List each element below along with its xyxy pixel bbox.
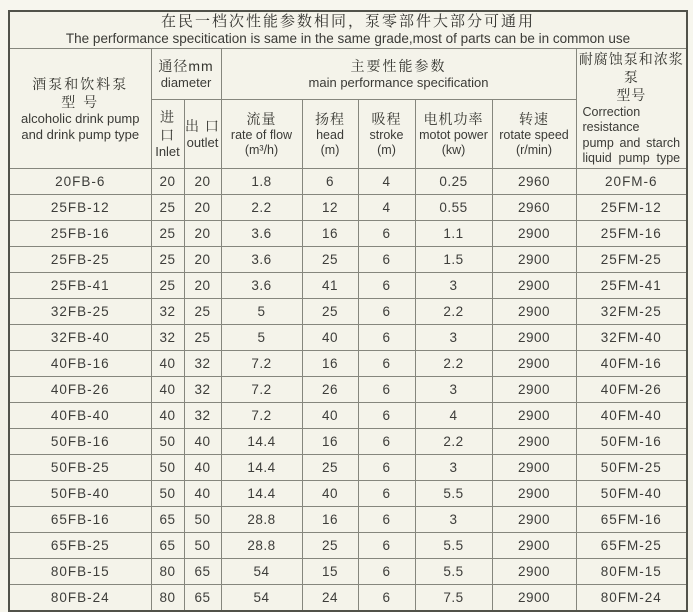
cell-inlet: 25: [151, 195, 184, 221]
cell-speed: 2900: [492, 377, 576, 403]
cell-head: 25: [302, 455, 358, 481]
cell-head: 16: [302, 429, 358, 455]
cell-stroke: 6: [358, 533, 415, 559]
cell-stroke: 6: [358, 559, 415, 585]
header-stroke-unit: (m): [377, 143, 396, 158]
header-resistance-type-en-line3: liquid pump type: [582, 151, 681, 166]
header-outlet: [184, 99, 221, 168]
cell-power: 5.5: [415, 481, 492, 507]
cell-model: 25FB-41: [9, 273, 151, 299]
cell-fm-model: 50FM-40: [576, 481, 687, 507]
cell-head: 26: [302, 377, 358, 403]
cell-speed: 2960: [492, 169, 576, 195]
cell-flow: 7.2: [221, 377, 302, 403]
cell-inlet: 25: [151, 221, 184, 247]
cell-fm-model: 20FM-6: [576, 169, 687, 195]
table-row: [9, 507, 687, 533]
cell-speed: 2960: [492, 195, 576, 221]
cell-stroke: 4: [358, 195, 415, 221]
cell-inlet: 40: [151, 377, 184, 403]
cell-model: 80FB-15: [9, 559, 151, 585]
cell-outlet: 20: [184, 169, 221, 195]
header-speed-zh: 转速: [519, 111, 549, 128]
cell-power: 0.25: [415, 169, 492, 195]
cell-flow: 54: [221, 585, 302, 612]
cell-stroke: 6: [358, 455, 415, 481]
cell-inlet: 32: [151, 299, 184, 325]
table-row: [9, 325, 687, 351]
header-power-unit: (kw): [441, 143, 466, 158]
table-row: [9, 377, 687, 403]
cell-fm-model: 50FM-16: [576, 429, 687, 455]
cell-stroke: 6: [358, 273, 415, 299]
cell-power: 5.5: [415, 559, 492, 585]
cell-flow: 14.4: [221, 481, 302, 507]
cell-stroke: 6: [358, 403, 415, 429]
cell-inlet: 20: [151, 169, 184, 195]
header-pump-type: [9, 49, 151, 169]
cell-flow: 5: [221, 299, 302, 325]
header-diameter-en: diameter: [160, 75, 212, 91]
header-pump-type-en2: and drink pump type: [21, 126, 140, 142]
cell-inlet: 32: [151, 325, 184, 351]
header-head-zh: 扬程: [315, 111, 345, 128]
cell-flow: 3.6: [221, 273, 302, 299]
cell-model: 50FB-16: [9, 429, 151, 455]
cell-head: 41: [302, 273, 358, 299]
header-stroke: [358, 99, 415, 168]
header-resistance-type: [576, 49, 687, 169]
cell-inlet: 50: [151, 455, 184, 481]
header-speed: [492, 99, 576, 168]
header-main-spec-en: main performance specification: [308, 75, 489, 91]
table-row: [9, 403, 687, 429]
cell-model: 40FB-40: [9, 403, 151, 429]
header-head: [302, 99, 358, 168]
table-title-zh: 在民一档次性能参数相同，泵零部件大部分可通用: [161, 12, 536, 30]
header-inlet-en: Inlet: [155, 144, 180, 160]
cell-model: 50FB-40: [9, 481, 151, 507]
header-head-unit: (m): [320, 143, 340, 158]
header-inlet: [151, 99, 184, 168]
cell-flow: 2.2: [221, 195, 302, 221]
cell-stroke: 6: [358, 481, 415, 507]
cell-outlet: 25: [184, 325, 221, 351]
header-power: [415, 99, 492, 168]
header-outlet-en: outlet: [186, 135, 219, 151]
cell-speed: 2900: [492, 325, 576, 351]
cell-fm-model: 50FM-25: [576, 455, 687, 481]
table-title-en: The performance specitication is same in the same grade,most of parts can be in common use: [65, 31, 631, 47]
cell-power: 4: [415, 403, 492, 429]
table-row: [9, 247, 687, 273]
cell-model: 25FB-16: [9, 221, 151, 247]
cell-outlet: 25: [184, 299, 221, 325]
table-row: [9, 429, 687, 455]
cell-outlet: 50: [184, 507, 221, 533]
cell-outlet: 65: [184, 585, 221, 612]
header-flow-en: rate of flow: [230, 128, 293, 143]
header-main-spec: [221, 49, 576, 100]
table-row: [9, 273, 687, 299]
cell-fm-model: 40FM-26: [576, 377, 687, 403]
cell-power: 1.1: [415, 221, 492, 247]
cell-fm-model: 25FM-41: [576, 273, 687, 299]
cell-flow: 28.8: [221, 533, 302, 559]
cell-stroke: 6: [358, 247, 415, 273]
table-row: [9, 559, 687, 585]
cell-fm-model: 25FM-12: [576, 195, 687, 221]
cell-head: 40: [302, 403, 358, 429]
cell-inlet: 50: [151, 429, 184, 455]
cell-flow: 3.6: [221, 221, 302, 247]
cell-power: 3: [415, 273, 492, 299]
header-diameter-zh: 通径mm: [158, 58, 214, 75]
cell-fm-model: 25FM-16: [576, 221, 687, 247]
cell-fm-model: 80FM-15: [576, 559, 687, 585]
cell-inlet: 25: [151, 273, 184, 299]
header-resistance-type-zh1: 耐腐蚀泵和浓浆泵: [578, 51, 684, 86]
cell-power: 7.5: [415, 585, 492, 612]
header-resistance-type-en-line1: Correction resistance: [582, 104, 641, 135]
cell-flow: 14.4: [221, 455, 302, 481]
cell-speed: 2900: [492, 247, 576, 273]
cell-model: 80FB-24: [9, 585, 151, 612]
cell-stroke: 6: [358, 585, 415, 612]
cell-speed: 2900: [492, 507, 576, 533]
cell-flow: 5: [221, 325, 302, 351]
header-row-groups: [9, 49, 687, 100]
cell-inlet: 25: [151, 247, 184, 273]
cell-model: 40FB-26: [9, 377, 151, 403]
cell-stroke: 6: [358, 299, 415, 325]
cell-outlet: 32: [184, 351, 221, 377]
table-row: [9, 533, 687, 559]
header-resistance-type-en-line2: pump and starch: [582, 135, 681, 150]
table-row: [9, 221, 687, 247]
cell-inlet: 40: [151, 403, 184, 429]
cell-speed: 2900: [492, 559, 576, 585]
cell-head: 6: [302, 169, 358, 195]
cell-head: 25: [302, 533, 358, 559]
cell-speed: 2900: [492, 533, 576, 559]
cell-speed: 2900: [492, 299, 576, 325]
header-flow-unit: (m³/h): [244, 143, 279, 158]
cell-stroke: 6: [358, 221, 415, 247]
cell-outlet: 40: [184, 481, 221, 507]
cell-head: 16: [302, 507, 358, 533]
header-stroke-zh: 吸程: [371, 111, 402, 128]
cell-power: 3: [415, 507, 492, 533]
cell-model: 32FB-40: [9, 325, 151, 351]
table-title-cell: [9, 11, 687, 49]
header-stroke-en: stroke: [369, 128, 404, 143]
cell-power: 0.55: [415, 195, 492, 221]
cell-flow: 7.2: [221, 403, 302, 429]
title-row: [9, 11, 687, 49]
cell-power: 2.2: [415, 299, 492, 325]
cell-flow: 14.4: [221, 429, 302, 455]
table-row: [9, 455, 687, 481]
cell-head: 40: [302, 481, 358, 507]
cell-fm-model: 25FM-25: [576, 247, 687, 273]
table-row: [9, 481, 687, 507]
cell-head: 15: [302, 559, 358, 585]
cell-model: 20FB-6: [9, 169, 151, 195]
cell-fm-model: 65FM-16: [576, 507, 687, 533]
cell-power: 3: [415, 325, 492, 351]
cell-speed: 2900: [492, 273, 576, 299]
cell-outlet: 40: [184, 429, 221, 455]
cell-head: 25: [302, 247, 358, 273]
header-power-zh: 电机功率: [423, 111, 484, 128]
cell-inlet: 65: [151, 533, 184, 559]
cell-flow: 3.6: [221, 247, 302, 273]
cell-outlet: 20: [184, 221, 221, 247]
cell-fm-model: 32FM-40: [576, 325, 687, 351]
table-row: [9, 299, 687, 325]
cell-outlet: 32: [184, 403, 221, 429]
header-main-spec-zh: 主要性能参数: [350, 58, 447, 75]
spec-table: [8, 10, 688, 612]
cell-outlet: 20: [184, 247, 221, 273]
cell-power: 5.5: [415, 533, 492, 559]
cell-model: 25FB-25: [9, 247, 151, 273]
cell-head: 16: [302, 221, 358, 247]
cell-stroke: 6: [358, 351, 415, 377]
header-pump-type-zh1: 酒泵和饮料泵: [32, 75, 129, 92]
header-outlet-zh: 出 口: [185, 118, 220, 135]
cell-power: 2.2: [415, 351, 492, 377]
cell-power: 1.5: [415, 247, 492, 273]
cell-head: 40: [302, 325, 358, 351]
cell-power: 3: [415, 455, 492, 481]
table-row: [9, 169, 687, 195]
cell-fm-model: 32FM-25: [576, 299, 687, 325]
header-diameter: [151, 49, 221, 100]
cell-speed: 2900: [492, 585, 576, 612]
cell-outlet: 40: [184, 455, 221, 481]
header-flow-zh: 流量: [246, 111, 277, 128]
cell-stroke: 6: [358, 507, 415, 533]
cell-fm-model: 40FM-40: [576, 403, 687, 429]
cell-fm-model: 65FM-25: [576, 533, 687, 559]
cell-inlet: 80: [151, 559, 184, 585]
cell-power: 2.2: [415, 429, 492, 455]
cell-speed: 2900: [492, 455, 576, 481]
cell-fm-model: 40FM-16: [576, 351, 687, 377]
cell-inlet: 50: [151, 481, 184, 507]
cell-model: 65FB-25: [9, 533, 151, 559]
table-row: [9, 585, 687, 612]
cell-model: 50FB-25: [9, 455, 151, 481]
cell-speed: 2900: [492, 481, 576, 507]
cell-inlet: 65: [151, 507, 184, 533]
table-body: [9, 169, 687, 612]
table-row: [9, 351, 687, 377]
cell-outlet: 65: [184, 559, 221, 585]
cell-stroke: 6: [358, 325, 415, 351]
cell-inlet: 40: [151, 351, 184, 377]
cell-model: 25FB-12: [9, 195, 151, 221]
cell-stroke: 6: [358, 377, 415, 403]
cell-flow: 7.2: [221, 351, 302, 377]
cell-head: 25: [302, 299, 358, 325]
cell-speed: 2900: [492, 351, 576, 377]
cell-flow: 54: [221, 559, 302, 585]
cell-flow: 1.8: [221, 169, 302, 195]
header-resistance-type-zh2: 型号: [616, 87, 647, 104]
header-power-en: motot power: [419, 128, 488, 143]
cell-head: 16: [302, 351, 358, 377]
cell-fm-model: 80FM-24: [576, 585, 687, 612]
cell-model: 65FB-16: [9, 507, 151, 533]
cell-speed: 2900: [492, 403, 576, 429]
cell-model: 40FB-16: [9, 351, 151, 377]
cell-head: 12: [302, 195, 358, 221]
cell-speed: 2900: [492, 221, 576, 247]
header-pump-type-en1: alcoholic drink pump: [20, 111, 140, 127]
cell-stroke: 4: [358, 169, 415, 195]
cell-power: 3: [415, 377, 492, 403]
cell-outlet: 20: [184, 195, 221, 221]
header-speed-unit: (r/min): [515, 143, 553, 158]
cell-stroke: 6: [358, 429, 415, 455]
cell-inlet: 80: [151, 585, 184, 612]
header-inlet-zh: 进 口: [160, 109, 175, 144]
header-head-en: head: [316, 128, 344, 143]
cell-model: 32FB-25: [9, 299, 151, 325]
cell-speed: 2900: [492, 429, 576, 455]
header-pump-type-zh2: 型 号: [61, 93, 100, 110]
header-flow: [221, 99, 302, 168]
cell-outlet: 50: [184, 533, 221, 559]
cell-outlet: 32: [184, 377, 221, 403]
cell-flow: 28.8: [221, 507, 302, 533]
header-speed-en: rotate speed: [499, 128, 569, 143]
table-row: [9, 195, 687, 221]
cell-head: 24: [302, 585, 358, 612]
cell-outlet: 20: [184, 273, 221, 299]
